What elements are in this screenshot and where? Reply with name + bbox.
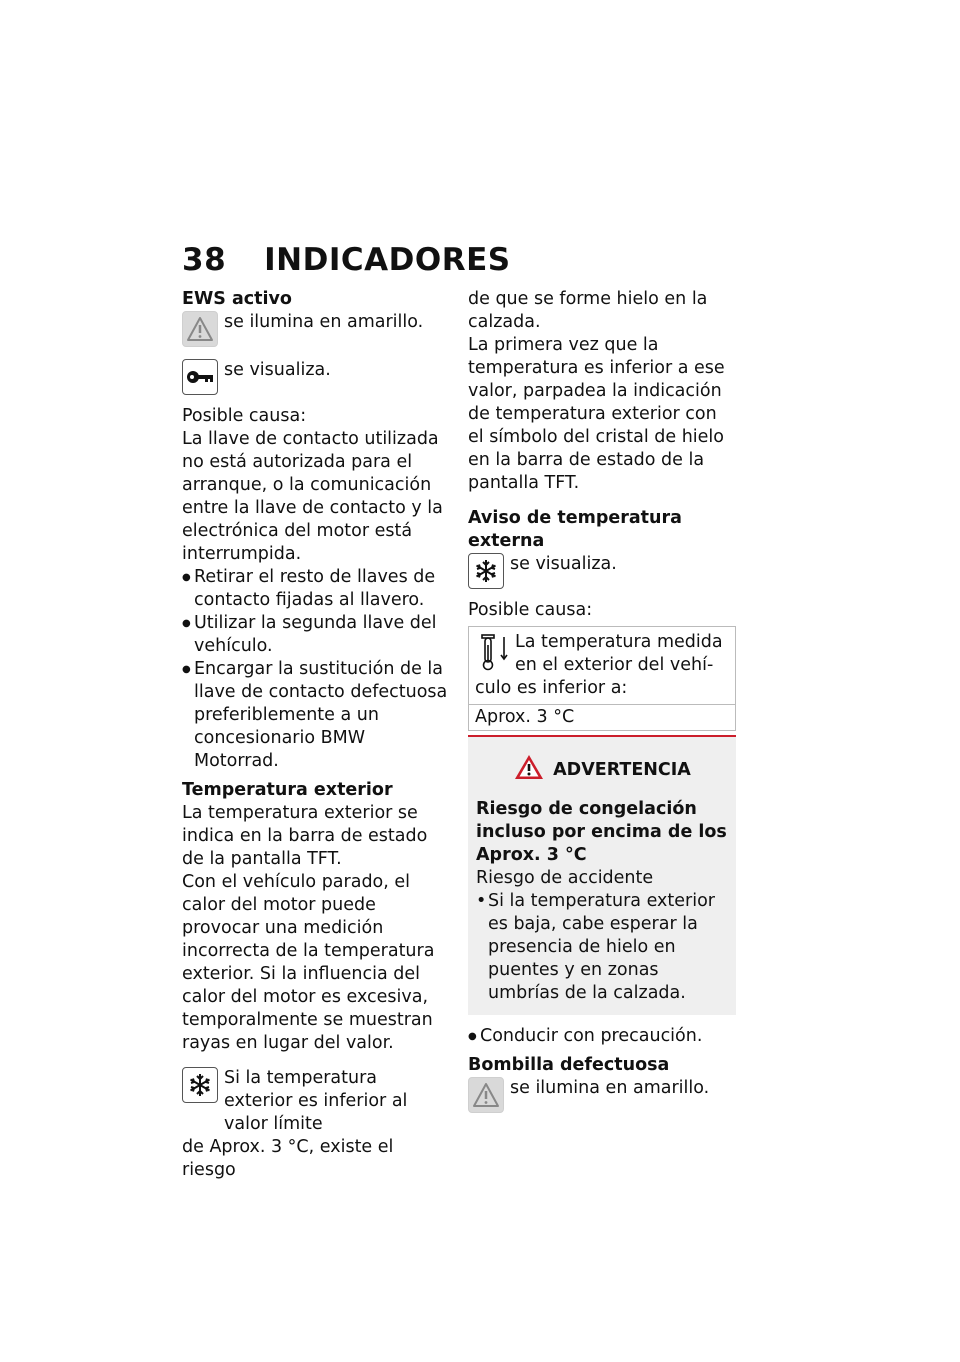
- snowflake-icon: [468, 553, 504, 589]
- left-column: [182, 288, 450, 1182]
- snowflake-icon: [182, 1067, 218, 1103]
- spec-table: [468, 626, 736, 731]
- right-paragraph: La primera vez que la temperatura es inferior a ese valor, parpadea la indicación de temperatura exterior con el símbolo del cristal de hielo en la barra de estado de la pantalla TFT.: [468, 335, 725, 493]
- snow-row: [182, 1067, 450, 1136]
- warning-triangle-icon: [513, 753, 545, 786]
- ews-warn-row: [182, 311, 450, 347]
- ews-warn-text: se ilumina en amarillo.: [224, 312, 424, 332]
- page-number: 38: [182, 242, 227, 278]
- bulb-heading: Bombilla defectuosa: [468, 1055, 670, 1075]
- aviso-heading: Aviso de temperatura externa: [468, 508, 682, 551]
- thermometer-icon: [475, 631, 515, 675]
- warning-title: [476, 753, 728, 786]
- cause-label: Posible causa:: [468, 600, 593, 620]
- warning-box: [468, 735, 736, 1015]
- list-item: ● Retirar el resto de llaves de contacto fijadas al llavero.: [182, 566, 450, 612]
- aviso-row: [468, 553, 736, 589]
- list-item: ● Encargar la sustitución de la llave de contacto defectuosa preferiblemente a un concesionario BMW Motorrad.: [182, 658, 450, 773]
- cause-label: Posible causa:: [182, 406, 307, 426]
- ews-key-row: [182, 359, 450, 395]
- bulb-row: [468, 1077, 736, 1113]
- warning-heading: Riesgo de congelación incluso por encima de los Aprox. 3 °C: [476, 799, 727, 865]
- right-bullet-list: [468, 1025, 736, 1048]
- ews-heading: EWS activo: [182, 289, 292, 309]
- right-column: [468, 288, 736, 1113]
- key-icon: [182, 359, 218, 395]
- page-header: [182, 242, 511, 278]
- continued-text: de que se forme hielo en la calzada.: [468, 289, 708, 332]
- list-item: ● Utilizar la segunda llave del vehículo.: [182, 612, 450, 658]
- bulb-text: se ilumina en amarillo.: [510, 1078, 710, 1098]
- list-item: • Si la temperatura exterior es baja, cabe esperar la presencia de hielo en puentes y en zonas umbrías de la calzada.: [476, 890, 728, 1005]
- warning-bullet-list: [476, 890, 728, 1005]
- cause-text: La llave de contacto utilizada no está autorizada para el arranque, o la comunicación entre la llave de contacto y la electrónica del motor está interrumpida.: [182, 429, 443, 564]
- temp-paragraph-1: La temperatura exterior se indica en la barra de estado de la pantalla TFT.: [182, 803, 428, 869]
- warning-triangle-icon: [468, 1077, 504, 1113]
- snow-text-continued: de Aprox. 3 °C, existe el riesgo: [182, 1137, 394, 1180]
- temp-heading: Temperatura exterior: [182, 780, 393, 800]
- page-title: INDICADORES: [264, 242, 511, 278]
- ews-bullet-list: [182, 566, 450, 773]
- ews-key-text: se visualiza.: [224, 360, 331, 380]
- spec-text: La temperatura medida en el exterior del vehí-: [515, 632, 723, 675]
- list-item: ● Conducir con precaución.: [468, 1025, 736, 1048]
- spec-text-continued: culo es inferior a:: [475, 678, 628, 698]
- warning-triangle-icon: [182, 311, 218, 347]
- aviso-text: se visualiza.: [510, 554, 617, 574]
- spec-description: [469, 627, 735, 705]
- temp-paragraph-2: Con el vehículo parado, el calor del motor puede provocar una medición incorrecta de la temperatura exterior. Si la influencia del calor del motor es excesiva, temporalmente se muestran rayas en lugar del valor.: [182, 872, 435, 1053]
- warning-label: ADVERTENCIA: [553, 759, 691, 780]
- snow-text: Si la temperatura exterior es inferior al valor límite: [224, 1068, 408, 1134]
- warning-subheading: Riesgo de accidente: [476, 868, 654, 888]
- spec-value: Aprox. 3 °C: [475, 707, 575, 727]
